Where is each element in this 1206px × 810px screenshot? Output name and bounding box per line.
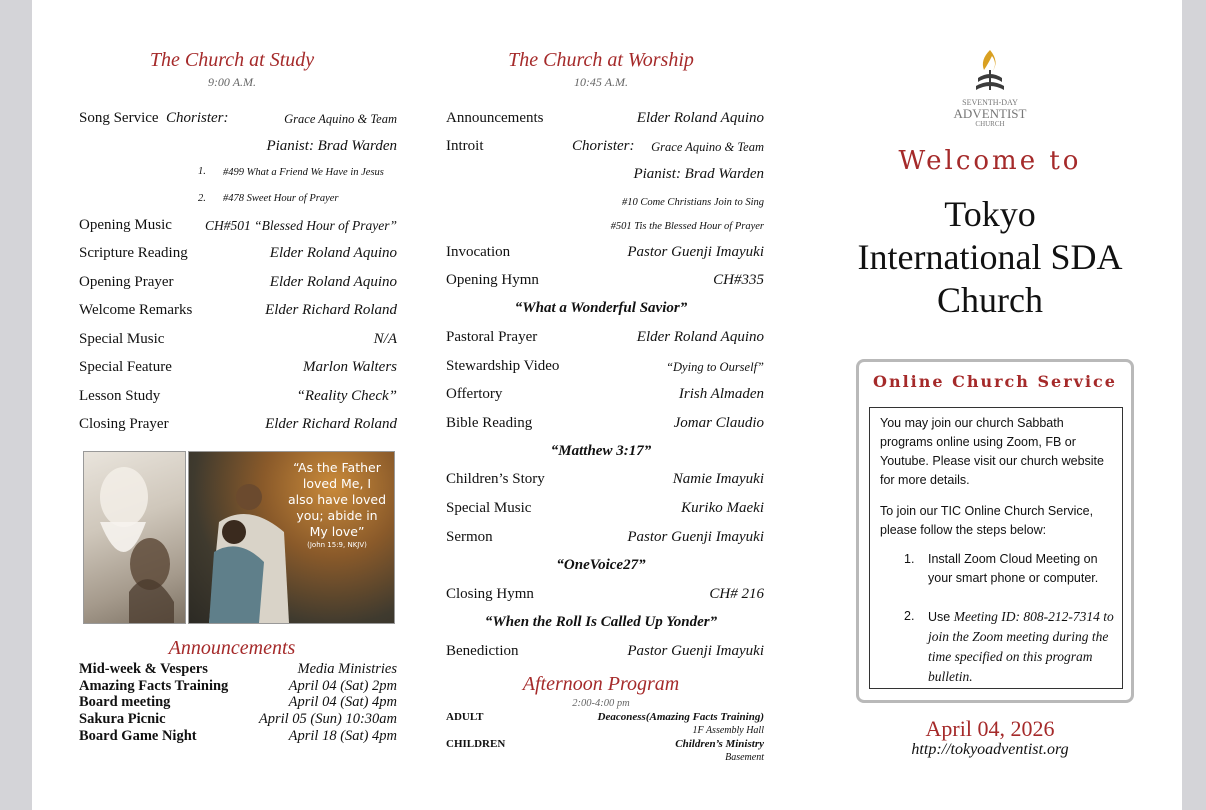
study-title: The Church at Study <box>149 49 315 71</box>
introit-song-row <box>446 219 764 239</box>
bible-quote <box>281 460 393 550</box>
worship-label: Announcements <box>446 110 544 126</box>
bulletin-date: April 04, 2026 <box>925 716 1055 741</box>
worship-row-benediction <box>446 643 764 663</box>
afternoon-time: 2:00-4:00 pm <box>572 698 630 709</box>
worship-value: Elder Roland Aquino <box>636 329 764 345</box>
online-service-box <box>856 359 1134 703</box>
study-item-label: Opening Prayer <box>79 274 174 290</box>
quote-line: My love” <box>309 524 365 539</box>
pianist: Pianist: Brad Warden <box>266 138 397 154</box>
study-item-row <box>79 359 397 379</box>
portrait-illustration <box>84 452 185 623</box>
song-service-label: Song Service <box>79 110 159 126</box>
worship-label: Pastoral Prayer <box>446 329 538 345</box>
worship-label: Bible Reading <box>446 415 533 431</box>
worship-row-closing-hymn <box>446 586 764 606</box>
worship-title: The Church at Worship <box>508 49 694 71</box>
worship-row-childrens-story <box>446 471 764 491</box>
flame-logo-icon <box>970 48 1010 94</box>
church-name-line: Church <box>937 280 1043 320</box>
announcement-row <box>79 711 397 729</box>
study-item-value: Marlon Walters <box>302 359 397 375</box>
study-item-row <box>79 302 397 322</box>
worship-row-opening-hymn <box>446 272 764 292</box>
worship-value: Jomar Claudio <box>673 415 764 431</box>
announcement-label: Board meeting <box>79 694 171 710</box>
chorister-label: Chorister: <box>166 110 229 126</box>
online-instructions: To join our TIC Online Church Service, please follow the steps below: <box>880 504 1094 537</box>
afternoon-adult-row <box>446 711 764 725</box>
study-item-row <box>79 331 397 351</box>
study-item-value: “Reality Check” <box>296 388 397 404</box>
announcement-value: April 04 (Sat) 4pm <box>288 694 397 710</box>
meeting-id-text: Meeting ID: 808-212-7314 to join the Zoom meeting during the time specified on this program bulletin. <box>928 609 1114 684</box>
worship-value: Kuriko Maeki <box>681 500 764 516</box>
pianist-row <box>79 138 397 158</box>
worship-label: Introit <box>446 138 484 154</box>
afternoon-title: Afternoon Program <box>522 673 680 695</box>
worship-time: 10:45 A.M. <box>573 75 629 89</box>
church-name <box>840 193 1140 322</box>
bulletin-page <box>32 0 1182 810</box>
announcement-value: Media Ministries <box>297 661 397 677</box>
hymn-number-1: 1. <box>198 166 206 177</box>
announcement-value: April 18 (Sat) 4pm <box>288 728 397 744</box>
song-service-row <box>79 110 397 130</box>
worship-label: Opening Hymn <box>446 272 539 288</box>
study-item-label: Closing Prayer <box>79 416 169 432</box>
adult-program: Deaconess(Amazing Facts Training) <box>597 711 764 723</box>
worship-label: Children’s Story <box>446 471 545 487</box>
worship-row-announcements <box>446 110 764 130</box>
hymn-1: #499 What a Friend We Have in Jesus <box>223 167 384 178</box>
church-name-line: International SDA <box>857 237 1123 277</box>
worship-label: Offertory <box>446 386 503 402</box>
introit-chorister-label: Chorister: <box>572 138 635 154</box>
chorister-name: Grace Aquino & Team <box>284 112 397 126</box>
logo-text: SEVENTH-DAY <box>962 98 1018 107</box>
worship-row-pianist <box>446 166 764 186</box>
children-place: Basement <box>725 752 764 763</box>
bible-text: “Matthew 3:17” <box>550 443 652 459</box>
study-item-label: Lesson Study <box>79 388 161 404</box>
introit-song: #501 Tis the Blessed Hour of Prayer <box>610 221 764 232</box>
step-number-1: 1. <box>904 552 915 566</box>
step-2 <box>928 607 1118 687</box>
hymn-number-2: 2. <box>198 193 206 204</box>
worship-row-special-music <box>446 500 764 520</box>
study-item-row <box>79 217 397 237</box>
adult-label: ADULT <box>446 711 484 723</box>
worship-value: CH# 216 <box>709 586 764 602</box>
jesus-portrait-image <box>83 451 186 624</box>
announcement-label: Amazing Facts Training <box>79 678 229 694</box>
quote-line: you; abide in <box>296 508 378 523</box>
study-item-label: Opening Music <box>79 217 172 233</box>
closing-hymn-title: “When the Roll Is Called Up Yonder” <box>484 614 718 630</box>
worship-label: Sermon <box>446 529 493 545</box>
logo-text: ADVENTIST <box>953 106 1027 121</box>
worship-label: Benediction <box>446 643 519 659</box>
worship-row-bible-reading <box>446 415 764 435</box>
study-item-label: Special Feature <box>79 359 172 375</box>
quote-line: also have loved <box>287 492 387 507</box>
introit-pianist: Pianist: Brad Warden <box>633 166 764 182</box>
worship-label: Stewardship Video <box>446 358 560 374</box>
worship-value: CH#335 <box>713 272 764 288</box>
sermon-title: “OneVoice27” <box>556 557 646 573</box>
announcement-label: Sakura Picnic <box>79 711 166 727</box>
worship-label: Invocation <box>446 244 511 260</box>
step-1: Install Zoom Cloud Meeting on your smart phone or computer. <box>928 552 1099 585</box>
introit-chorister: Grace Aquino & Team <box>651 140 764 154</box>
online-intro: You may join our church Sabbath programs online using Zoom, FB or Youtube. Please visit our church website for more details. <box>880 416 1104 487</box>
online-service-content <box>869 407 1123 689</box>
logo-text: CHURCH <box>975 120 1005 128</box>
step-number-2: 2. <box>904 609 915 623</box>
adult-place: 1F Assembly Hall <box>692 725 764 736</box>
announcements-title: Announcements <box>168 637 296 659</box>
announcement-label: Board Game Night <box>79 728 197 744</box>
study-item-row <box>79 388 397 408</box>
worship-value: Elder Roland Aquino <box>636 110 764 126</box>
announcement-row <box>79 728 397 746</box>
worship-row-sermon <box>446 529 764 549</box>
worship-value: “Dying to Ourself” <box>666 360 764 374</box>
sda-logo <box>940 48 1040 132</box>
announcement-row <box>79 661 397 679</box>
children-program: Children’s Ministry <box>675 738 764 750</box>
study-item-row <box>79 245 397 265</box>
afternoon-children-row <box>446 738 764 752</box>
study-item-value: CH#501 “Blessed Hour of Prayer” <box>205 218 397 233</box>
announcement-value: April 04 (Sat) 2pm <box>288 678 397 694</box>
study-item-label: Scripture Reading <box>79 245 188 261</box>
study-item-value: N/A <box>373 331 397 347</box>
introit-song-row <box>446 195 764 215</box>
study-item-value: Elder Roland Aquino <box>269 245 397 261</box>
worship-row-introit <box>446 138 764 158</box>
quote-line: “As the Father <box>293 460 381 475</box>
step-2-prefix: Use <box>928 610 954 624</box>
church-website[interactable]: http://tokyoadventist.org <box>911 741 1069 758</box>
hymn-2: #478 Sweet Hour of Prayer <box>223 193 339 204</box>
worship-label: Closing Hymn <box>446 586 534 602</box>
study-item-label: Welcome Remarks <box>79 302 193 318</box>
worship-value: Namie Imayuki <box>672 471 764 487</box>
study-item-value: Elder Richard Roland <box>265 302 397 318</box>
study-item-value: Elder Richard Roland <box>265 416 397 432</box>
worship-label: Special Music <box>446 500 532 516</box>
study-item-label: Special Music <box>79 331 165 347</box>
afternoon-children-place-row <box>446 752 764 765</box>
study-time: 9:00 A.M. <box>207 75 257 89</box>
online-service-title: Online Church Service <box>873 372 1117 391</box>
worship-value: Pastor Guenji Imayuki <box>627 244 764 260</box>
quote-reference: (John 15:9, NKJV) <box>307 541 367 549</box>
children-label: CHILDREN <box>446 738 506 750</box>
worship-row-stewardship <box>446 358 764 378</box>
study-item-value: Elder Roland Aquino <box>269 274 397 290</box>
introit-song: #10 Come Christians Join to Sing <box>621 197 764 208</box>
worship-row-offertory <box>446 386 764 406</box>
announcement-label: Mid-week & Vespers <box>79 661 208 677</box>
worship-value: Pastor Guenji Imayuki <box>627 529 764 545</box>
worship-row-pastoral-prayer <box>446 329 764 349</box>
worship-row-invocation <box>446 244 764 264</box>
announcement-value: April 05 (Sun) 10:30am <box>258 711 397 727</box>
welcome-text: Welcome to <box>898 146 1082 176</box>
church-name-line: Tokyo <box>944 194 1036 234</box>
study-item-row <box>79 416 397 436</box>
quote-line: loved Me, I <box>302 476 372 491</box>
afternoon-adult-place-row <box>446 725 764 738</box>
embrace-quote-image <box>188 451 395 624</box>
study-item-row <box>79 274 397 294</box>
announcement-row <box>79 694 397 712</box>
worship-value: Irish Almaden <box>678 386 764 402</box>
opening-hymn-title: “What a Wonderful Savior” <box>514 300 688 316</box>
worship-value: Pastor Guenji Imayuki <box>627 643 764 659</box>
